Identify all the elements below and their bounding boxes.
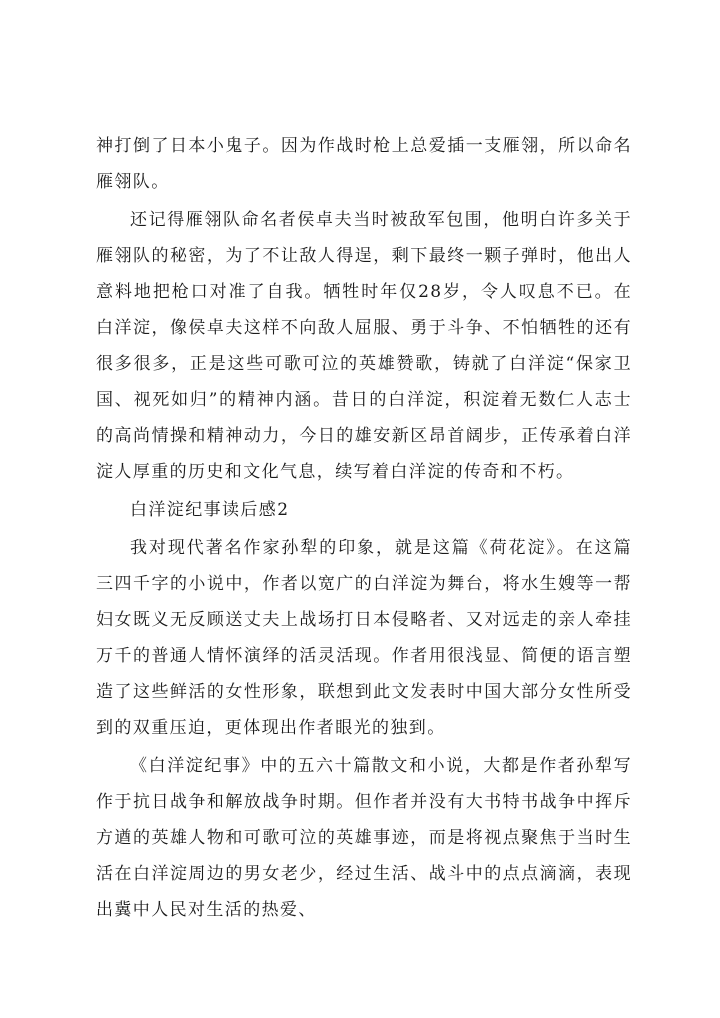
paragraph-hehuadian: 我对现代著名作家孙犁的印象，就是这篇《荷花淀》。在这篇三四千字的小说中，作者以宽广的白洋淀为舞台，将水生嫂等一帮妇女既义无反顾送丈夫上战场打日本侵略者、又对远走的亲人牵挂万千的普通人情怀演绎的活灵活现。作者用很浅显、简便的语言塑造了这些鲜活的女性形象，联想到此文发表时中国大部分女性所受到的双重压迫，更体现出作者眼光的独到。 <box>96 538 632 738</box>
section-heading: 白洋淀纪事读后感2 <box>130 500 290 520</box>
paragraph-continuation: 神打倒了日本小鬼子。因为作战时枪上总爱插一支雁翎，所以命名雁翎队。 <box>96 136 632 192</box>
paragraph-houzhuofu: 还记得雁翎队命名者侯卓夫当时被敌军包围，他明白许多关于雁翎队的秘密，为了不让敌人得逞，剩下最终一颗子弹时，他出人意料地把枪口对准了自我。牺牲时年仅28岁，令人叹息不已。在白洋淀，像侯卓夫这样不向敌人屈服、勇于斗争、不怕牺牲的还有很多很多，正是这些可歌可泣的英雄赞歌，铸就了白洋淀“保家卫国、视死如归”的精神内涵。昔日的白洋淀，积淀着无数仁人志士的高尚情操和精神动力，今日的雄安新区昂首阔步，正传承着白洋淀人厚重的历史和文化气息，续写着白洋淀的传奇和不朽。 <box>96 210 632 482</box>
paragraph-baiyangdian-jishi: 《白洋淀纪事》中的五六十篇散文和小说，大都是作者孙犁写作于抗日战争和解放战争时期。但作者并没有大书特书战争中挥斥方遒的英雄人物和可歌可泣的英雄事迹，而是将视点聚焦于当时生活在白洋淀周边的男女老少，经过生活、战斗中的点点滴滴，表现出冀中人民对生活的热爱、 <box>96 756 632 920</box>
